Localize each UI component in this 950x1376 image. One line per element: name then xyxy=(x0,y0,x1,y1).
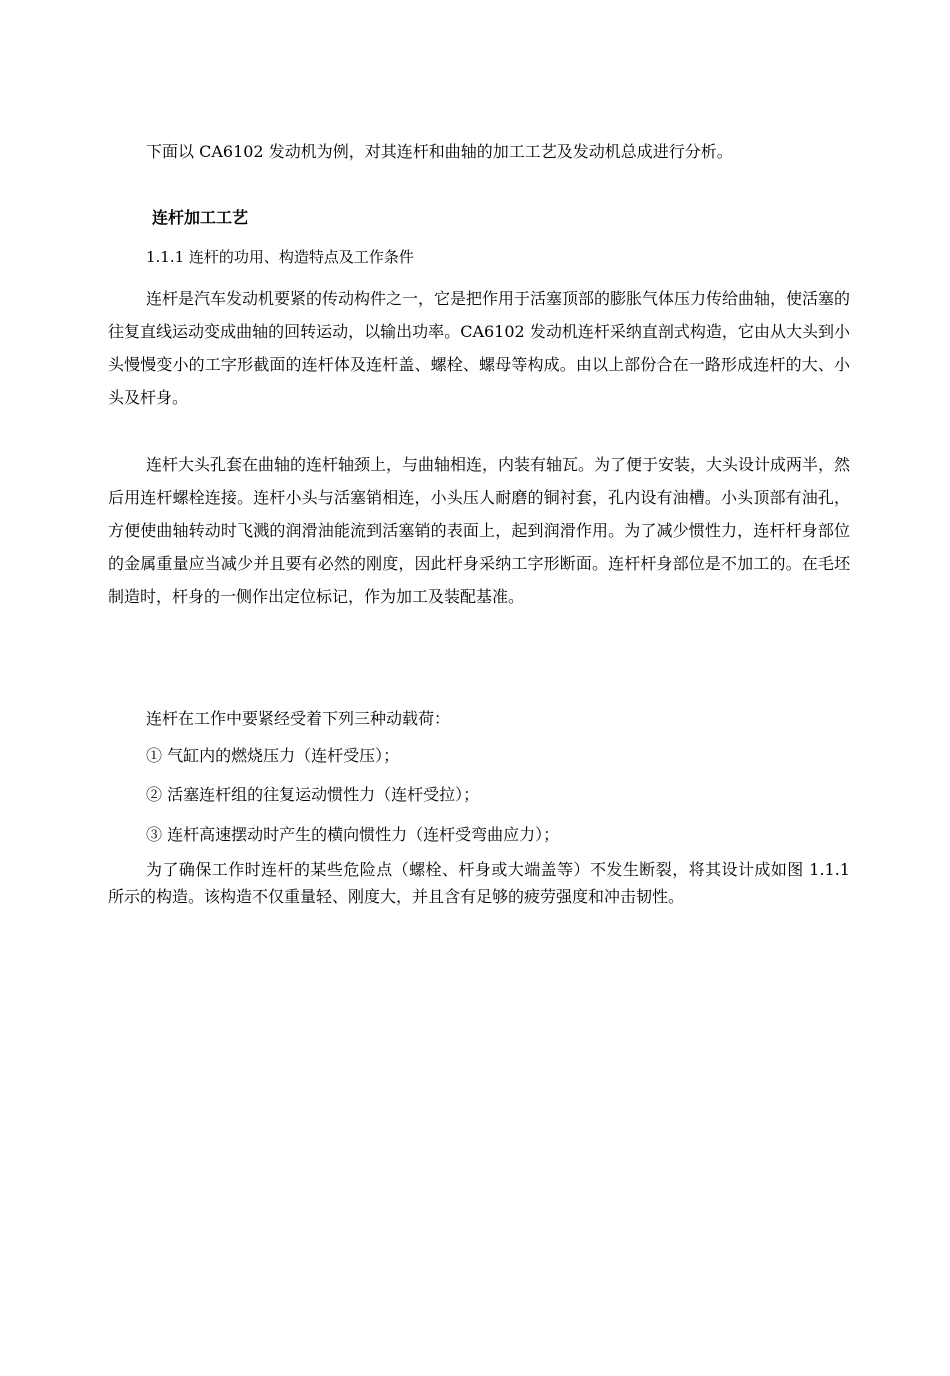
intro-text: 下面以 CA6102 发动机为例，对其连杆和曲轴的加工工艺及发动机总成进行分析。 xyxy=(146,142,733,161)
list-item-reciprocating-inertia: ② 活塞连杆组的往复运动惯性力（连杆受拉）； xyxy=(146,785,480,804)
list-item-combustion-pressure: ① 气缸内的燃烧压力（连杆受压）； xyxy=(146,746,400,765)
list-item-lateral-inertia: ③ 连杆高速摆动时产生的横向惯性力（连杆受弯曲应力）； xyxy=(146,825,560,844)
paragraph-function: 连杆是汽车发动机要紧的传动构件之一，它是把作用于活塞顶部的膨胀气体压力传给曲轴，使活塞的往复直线运动变成曲轴的回转运动，以输出功率。CA6102 发动机连杆采纳直剖式构造，它由从大头到小头慢慢变小的工字形截面的连杆体及连杆盖、螺栓、螺母等构成。由以上部份合在一路形成连杆的大、小头及杆身。 xyxy=(108,289,851,407)
paragraph-structure: 连杆大头孔套在曲轴的连杆轴颈上，与曲轴相连，内装有轴瓦。为了便于安装，大头设计成两半，然后用连杆螺栓连接。连杆小头与活塞销相连，小头压人耐磨的铜衬套，孔内设有油槽。小头顶部有油孔，方便使曲轴转动时飞溅的润滑油能流到活塞销的表面上，起到润滑作用。为了减少惯性力，连杆杆身部位的金属重量应当减少并且要有必然的刚度，因此杆身采纳工字形断面。连杆杆身部位是不加工的。在毛坯制造时，杆身的一侧作出定位标记，作为加工及装配基准。 xyxy=(108,455,851,606)
section-heading: 连杆加工工艺 xyxy=(152,208,249,227)
sub-heading: 1.1.1 连杆的功用、构造特点及工作条件 xyxy=(146,248,414,266)
paragraph-loads-intro: 连杆在工作中要紧经受着下列三种动载荷： xyxy=(146,709,451,728)
paragraph-design: 为了确保工作时连杆的某些危险点（螺栓、杆身或大端盖等）不发生断裂，将其设计成如图 1.1.1 所示的构造。该构造不仅重量轻、刚度大，并且含有足够的疲劳强度和冲击韧性。 xyxy=(108,860,850,906)
